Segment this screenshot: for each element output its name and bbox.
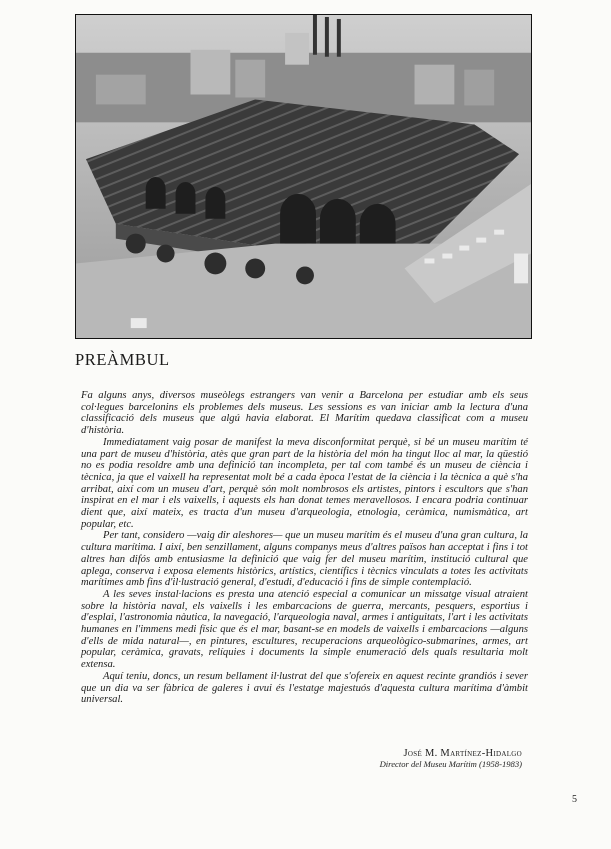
paragraph-1: Fa alguns anys, diversos museòlegs estrangers van venir a Barcelona per estudiar amb els seus col·legues barcelonins els problemes dels museus. Les sessions es van iniciar amb la lectura d'una classificació dels museus que algú havia elaborat. El Marítim quedava classificat com a museu d'història.	[81, 390, 528, 437]
preamble-text	[81, 390, 528, 706]
aerial-photo-icon	[76, 15, 531, 338]
paragraph-5: Aquí teniu, doncs, un resum bellament il·lustrat del que s'ofereix en aquest recinte grandiós i sever que un dia va ser fàbrica de galeres i avui és l'estatge majestuós d'aquesta cultura marítima d'àmbit universal.	[81, 670, 528, 706]
paragraph-3: Per tant, considero —vaig dir aleshores— que un museu marítim és el museu d'una gran cultura, la cultura marítima. I així, ben senzillament, alguns companys meus d'altres països han acceptat i fins i tot altres han difós amb entusiasme la definició que vaig fer del museu marítim, institució cultural que aplega, conserva i exposa elements històrics, artístics, científics i tècnics vinculats a totes les activitats marítimes amb fins d'il·lustració general, d'estudi, d'educació i fins de simple contemplació.	[81, 530, 528, 589]
page-title: PREÀMBUL	[75, 350, 170, 369]
signature-name: José M. Martínez-Hidalgo	[403, 748, 522, 759]
signature-role: Director del Museu Marítim (1958-1983)	[379, 759, 522, 769]
paragraph-4: A les seves instal·lacions es presta una atenció especial a comunicar un missatge visual atraient sobre la història naval, els vaixells i les embarcacions de guerra, mercants, pesquers, esportius i d'esplai, l'astronomia nàutica, la navegació, l'arqueologia naval, armes i antiguitats, l'art i les activitats humanes en l'immens medi físic que és el mar, basant-se en models de vaixells i embarcacions —alguns d'ells de mida natural—, en pintures, escultures, recuperacions arqueològico-submarines, armes, art popular, ceràmica, gravats, relíquies i documents la simple enumeració dels quals resultaria molt extensa.	[81, 588, 528, 671]
paragraph-2: Immediatament vaig posar de manifest la meva disconformitat perquè, si bé un museu marítim té una part de museu d'història, atès que gran part de la història del món ha tingut lloc al mar, la qüestió no es podia resoldre amb una definició tan incompleta, per tal com també és un museu de ciència i tècnica, ja que el vaixell ha representat molt bé a cada època l'estat de la ciència i la tècnica a què s'ha arribat, així com un museu d'art, perquè són molt nombrosos els artistes, pintors i escultors que s'han inspirat en el mar i els vaixells, i aquests els han donat temes meravellosos. I encara podria continuar dient que, així mateix, es tracta d'un museu d'arqueologia, etnologia, ceràmica, numismàtica, art popular, etc.	[81, 436, 528, 530]
aerial-photo	[75, 14, 532, 339]
page-number: 5	[572, 794, 577, 805]
signature	[300, 748, 522, 769]
